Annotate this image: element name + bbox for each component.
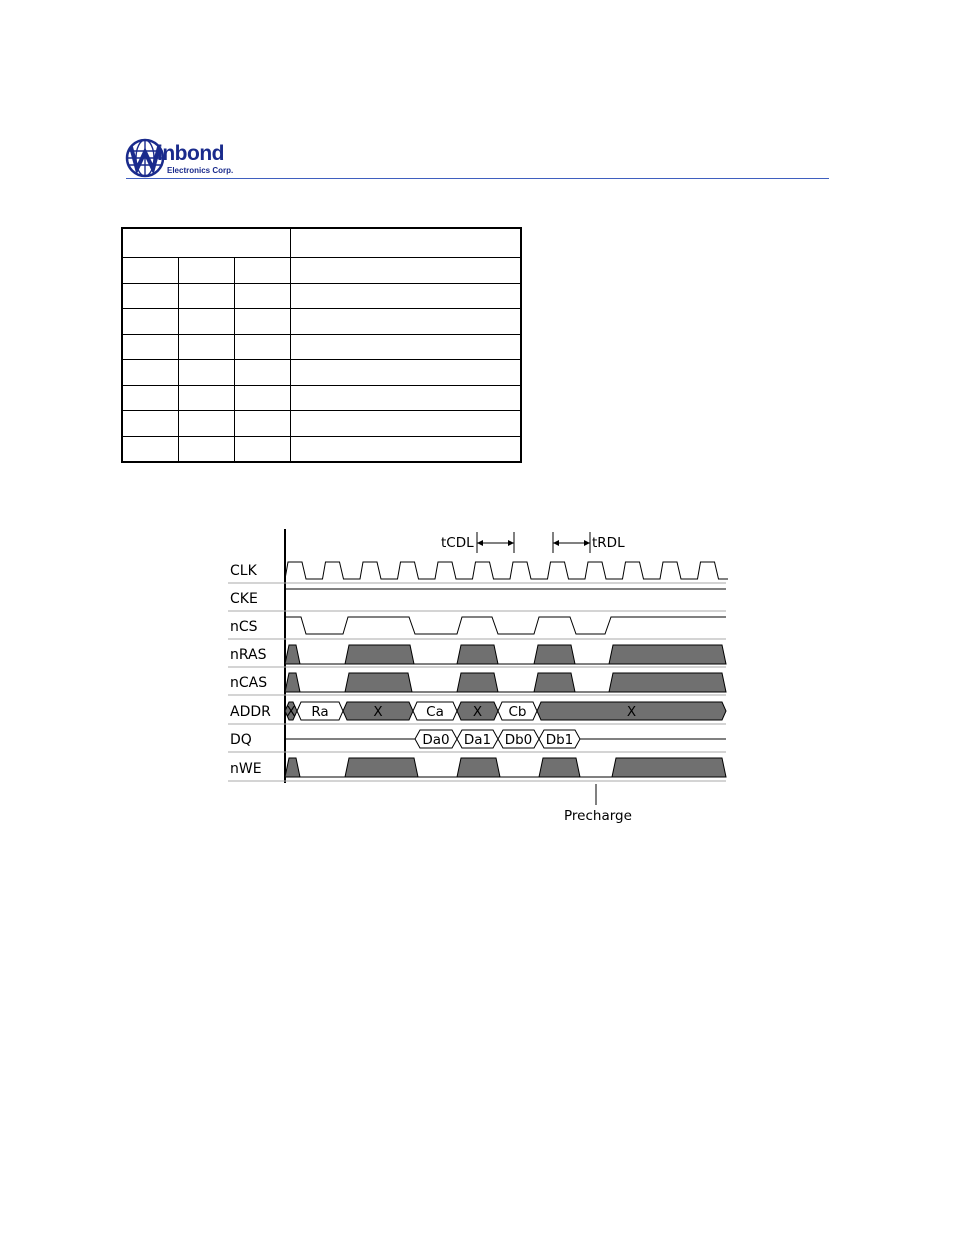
ncs-waveform bbox=[285, 617, 726, 634]
table-row bbox=[122, 436, 521, 462]
signal-labels bbox=[230, 563, 271, 777]
table-cell bbox=[179, 385, 235, 411]
signal-label-nras: nRAS bbox=[230, 647, 267, 663]
table-cell bbox=[291, 411, 522, 437]
nras-block bbox=[534, 645, 575, 664]
table-cell bbox=[235, 258, 291, 284]
table-cell bbox=[291, 385, 522, 411]
table-cell bbox=[235, 283, 291, 309]
logo-subtitle: Electronics Corp. bbox=[167, 166, 234, 175]
nwe-block bbox=[612, 758, 726, 777]
table-row bbox=[122, 258, 521, 284]
table-cell bbox=[235, 334, 291, 360]
addr-value: X bbox=[626, 704, 637, 720]
signal-label-nwe: nWE bbox=[230, 761, 262, 777]
nras-block bbox=[345, 645, 414, 664]
trdl-label: tRDL bbox=[592, 535, 625, 551]
table-row bbox=[122, 411, 521, 437]
ncas-block bbox=[534, 673, 575, 692]
ncas-block bbox=[345, 673, 412, 692]
table-cell bbox=[291, 283, 522, 309]
ncas-block bbox=[609, 673, 726, 692]
table-cell bbox=[122, 436, 179, 462]
table-header-cell bbox=[291, 228, 522, 258]
tcdl-label: tCDL bbox=[441, 535, 474, 551]
nras-block bbox=[457, 645, 498, 664]
table-cell bbox=[235, 309, 291, 335]
table-cell bbox=[291, 309, 522, 335]
dq-value: Db0 bbox=[504, 732, 533, 748]
table-cell bbox=[122, 385, 179, 411]
table-cell bbox=[235, 436, 291, 462]
nras-block bbox=[285, 645, 300, 664]
table-row bbox=[122, 385, 521, 411]
addr-value: X bbox=[472, 704, 483, 720]
trdl-arrow bbox=[553, 540, 559, 546]
signal-label-cke: CKE bbox=[230, 591, 258, 607]
diagram-waveforms bbox=[285, 532, 728, 805]
data-table bbox=[121, 227, 522, 463]
table-cell bbox=[122, 334, 179, 360]
table-cell bbox=[122, 360, 179, 386]
table-row bbox=[122, 309, 521, 335]
table-cell bbox=[291, 360, 522, 386]
table-header-cell bbox=[122, 228, 291, 258]
table-cell bbox=[179, 283, 235, 309]
table-cell bbox=[122, 258, 179, 284]
nwe-block bbox=[285, 758, 300, 777]
table-cell bbox=[235, 385, 291, 411]
timing-diagram bbox=[228, 527, 728, 825]
table-cell bbox=[179, 334, 235, 360]
table-cell bbox=[179, 360, 235, 386]
table-row bbox=[122, 360, 521, 386]
addr-value: Cb bbox=[508, 704, 527, 720]
logo-wordmark: inbond bbox=[157, 142, 224, 165]
header-rule bbox=[126, 178, 829, 179]
addr-value: X bbox=[286, 704, 296, 720]
signal-label-clk: CLK bbox=[230, 563, 257, 579]
table-cell bbox=[291, 258, 522, 284]
dq-value: Da1 bbox=[463, 732, 492, 748]
nwe-block bbox=[539, 758, 580, 777]
table-cell bbox=[179, 258, 235, 284]
table-cell bbox=[122, 411, 179, 437]
table-cell bbox=[291, 436, 522, 462]
signal-label-dq: DQ bbox=[230, 732, 252, 748]
table-cell bbox=[235, 360, 291, 386]
clk-waveform bbox=[285, 562, 728, 579]
ncas-block bbox=[457, 673, 498, 692]
table-cell bbox=[122, 309, 179, 335]
table-cell bbox=[291, 334, 522, 360]
ncas-block bbox=[285, 673, 300, 692]
winbond-logo bbox=[125, 137, 255, 179]
addr-value: Ra bbox=[311, 704, 329, 720]
nwe-block bbox=[457, 758, 500, 777]
signal-label-addr: ADDR bbox=[230, 704, 271, 720]
table-row bbox=[122, 334, 521, 360]
tcdl-arrow bbox=[508, 540, 514, 546]
trdl-arrow bbox=[584, 540, 590, 546]
dq-value: Db1 bbox=[545, 732, 574, 748]
signal-label-ncas: nCAS bbox=[230, 675, 268, 691]
addr-value: X bbox=[373, 704, 383, 720]
table-cell bbox=[179, 436, 235, 462]
table-cell bbox=[179, 411, 235, 437]
nras-block bbox=[609, 645, 726, 664]
tcdl-arrow bbox=[477, 540, 483, 546]
signal-label-ncs: nCS bbox=[230, 619, 258, 635]
timing-diagram-svg bbox=[228, 527, 728, 825]
nwe-block bbox=[345, 758, 418, 777]
table-cell bbox=[122, 283, 179, 309]
table-row bbox=[122, 283, 521, 309]
precharge-label: Precharge bbox=[564, 808, 632, 824]
table-cell bbox=[179, 309, 235, 335]
table-cell bbox=[235, 411, 291, 437]
dq-value: Da0 bbox=[422, 732, 450, 748]
table-header-row bbox=[122, 228, 521, 258]
addr-value: Ca bbox=[426, 704, 444, 720]
